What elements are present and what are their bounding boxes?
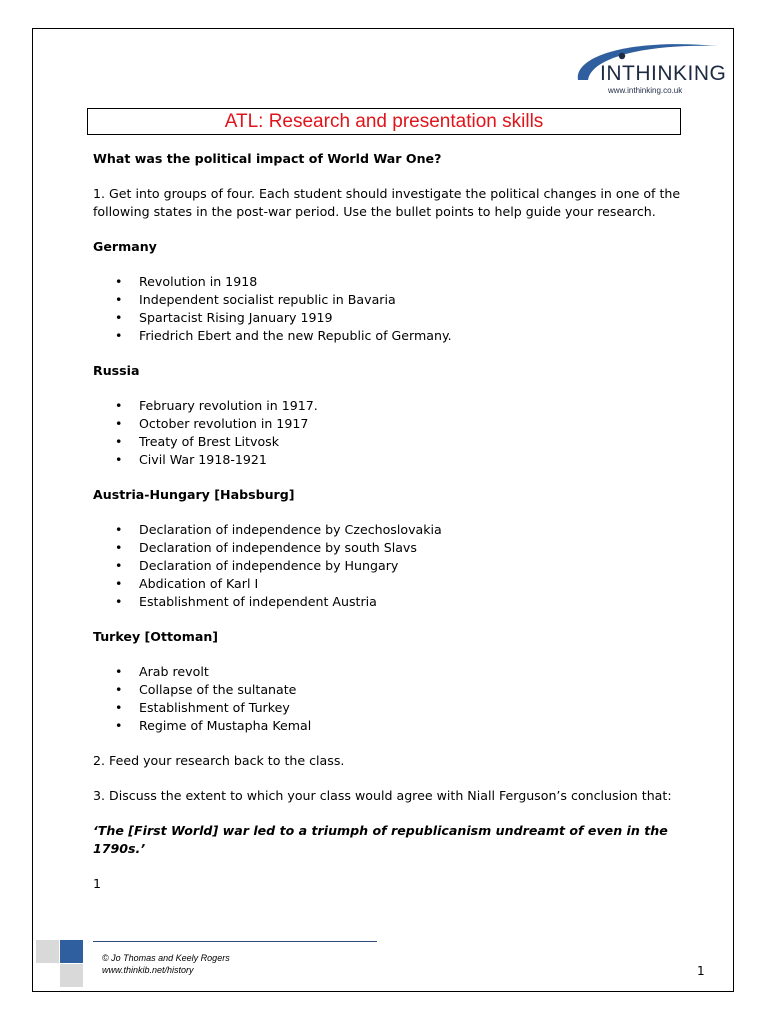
section-heading-germany: Germany <box>93 239 157 254</box>
list-item: • Friedrich Ebert and the new Republic of Germany. <box>93 327 713 345</box>
list-item: • Abdication of Karl I <box>93 575 713 593</box>
footer-square <box>60 940 83 963</box>
russia-list <box>93 397 713 469</box>
page-number: 1 <box>697 964 705 978</box>
section-heading-turkey: Turkey [Ottoman] <box>93 629 219 644</box>
list-item: • Spartacist Rising January 1919 <box>93 309 713 327</box>
instruction-step-1: 1. Get into groups of four. Each student should investigate the political changes in one of the following states in the post-war period. Use the bullet points to help guide your research. <box>93 186 681 219</box>
list-item: • Treaty of Brest Litvosk <box>93 433 713 451</box>
footer-divider <box>93 941 377 942</box>
logo-brand-text: INTHINKING <box>600 62 727 85</box>
list-item: • October revolution in 1917 <box>93 415 713 433</box>
list-item: • Declaration of independence by south Slavs <box>93 539 713 557</box>
worksheet-content <box>93 150 713 910</box>
list-item: • Regime of Mustapha Kemal <box>93 717 713 735</box>
list-item: • Collapse of the sultanate <box>93 681 713 699</box>
footer-copyright: © Jo Thomas and Keely Rogers <box>102 953 230 963</box>
list-item: • Independent socialist republic in Bavaria <box>93 291 713 309</box>
list-item: • Declaration of independence by Hungary <box>93 557 713 575</box>
footer-square <box>60 964 83 987</box>
list-item: • Declaration of independence by Czechoslovakia <box>93 521 713 539</box>
ferguson-quote: ‘The [First World] war led to a triumph of republicanism undreamt of even in the 1790s.’ <box>93 823 668 856</box>
section-heading-austria-hungary: Austria-Hungary [Habsburg] <box>93 487 295 502</box>
page-title: ATL: Research and presentation skills <box>87 108 681 135</box>
logo-url: www.inthinking.co.uk <box>608 86 683 95</box>
instruction-step-2: 2. Feed your research back to the class. <box>93 753 345 768</box>
section-heading-russia: Russia <box>93 363 140 378</box>
austria-hungary-list <box>93 521 713 611</box>
turkey-list <box>93 663 713 735</box>
instruction-step-3: 3. Discuss the extent to which your class would agree with Niall Ferguson’s conclusion that: <box>93 788 672 803</box>
footnote-reference: 1 <box>93 876 102 891</box>
list-item: • Civil War 1918-1921 <box>93 451 713 469</box>
list-item: • Establishment of Turkey <box>93 699 713 717</box>
footer-website: www.thinkib.net/history <box>102 965 194 975</box>
inthinking-logo <box>570 36 727 100</box>
footer-credits <box>102 952 230 976</box>
footer-square <box>36 940 59 963</box>
list-item: • Revolution in 1918 <box>93 273 713 291</box>
list-item: • February revolution in 1917. <box>93 397 713 415</box>
main-question: What was the political impact of World War One? <box>93 151 442 166</box>
list-item: • Arab revolt <box>93 663 713 681</box>
germany-list <box>93 273 713 345</box>
list-item: • Establishment of independent Austria <box>93 593 713 611</box>
